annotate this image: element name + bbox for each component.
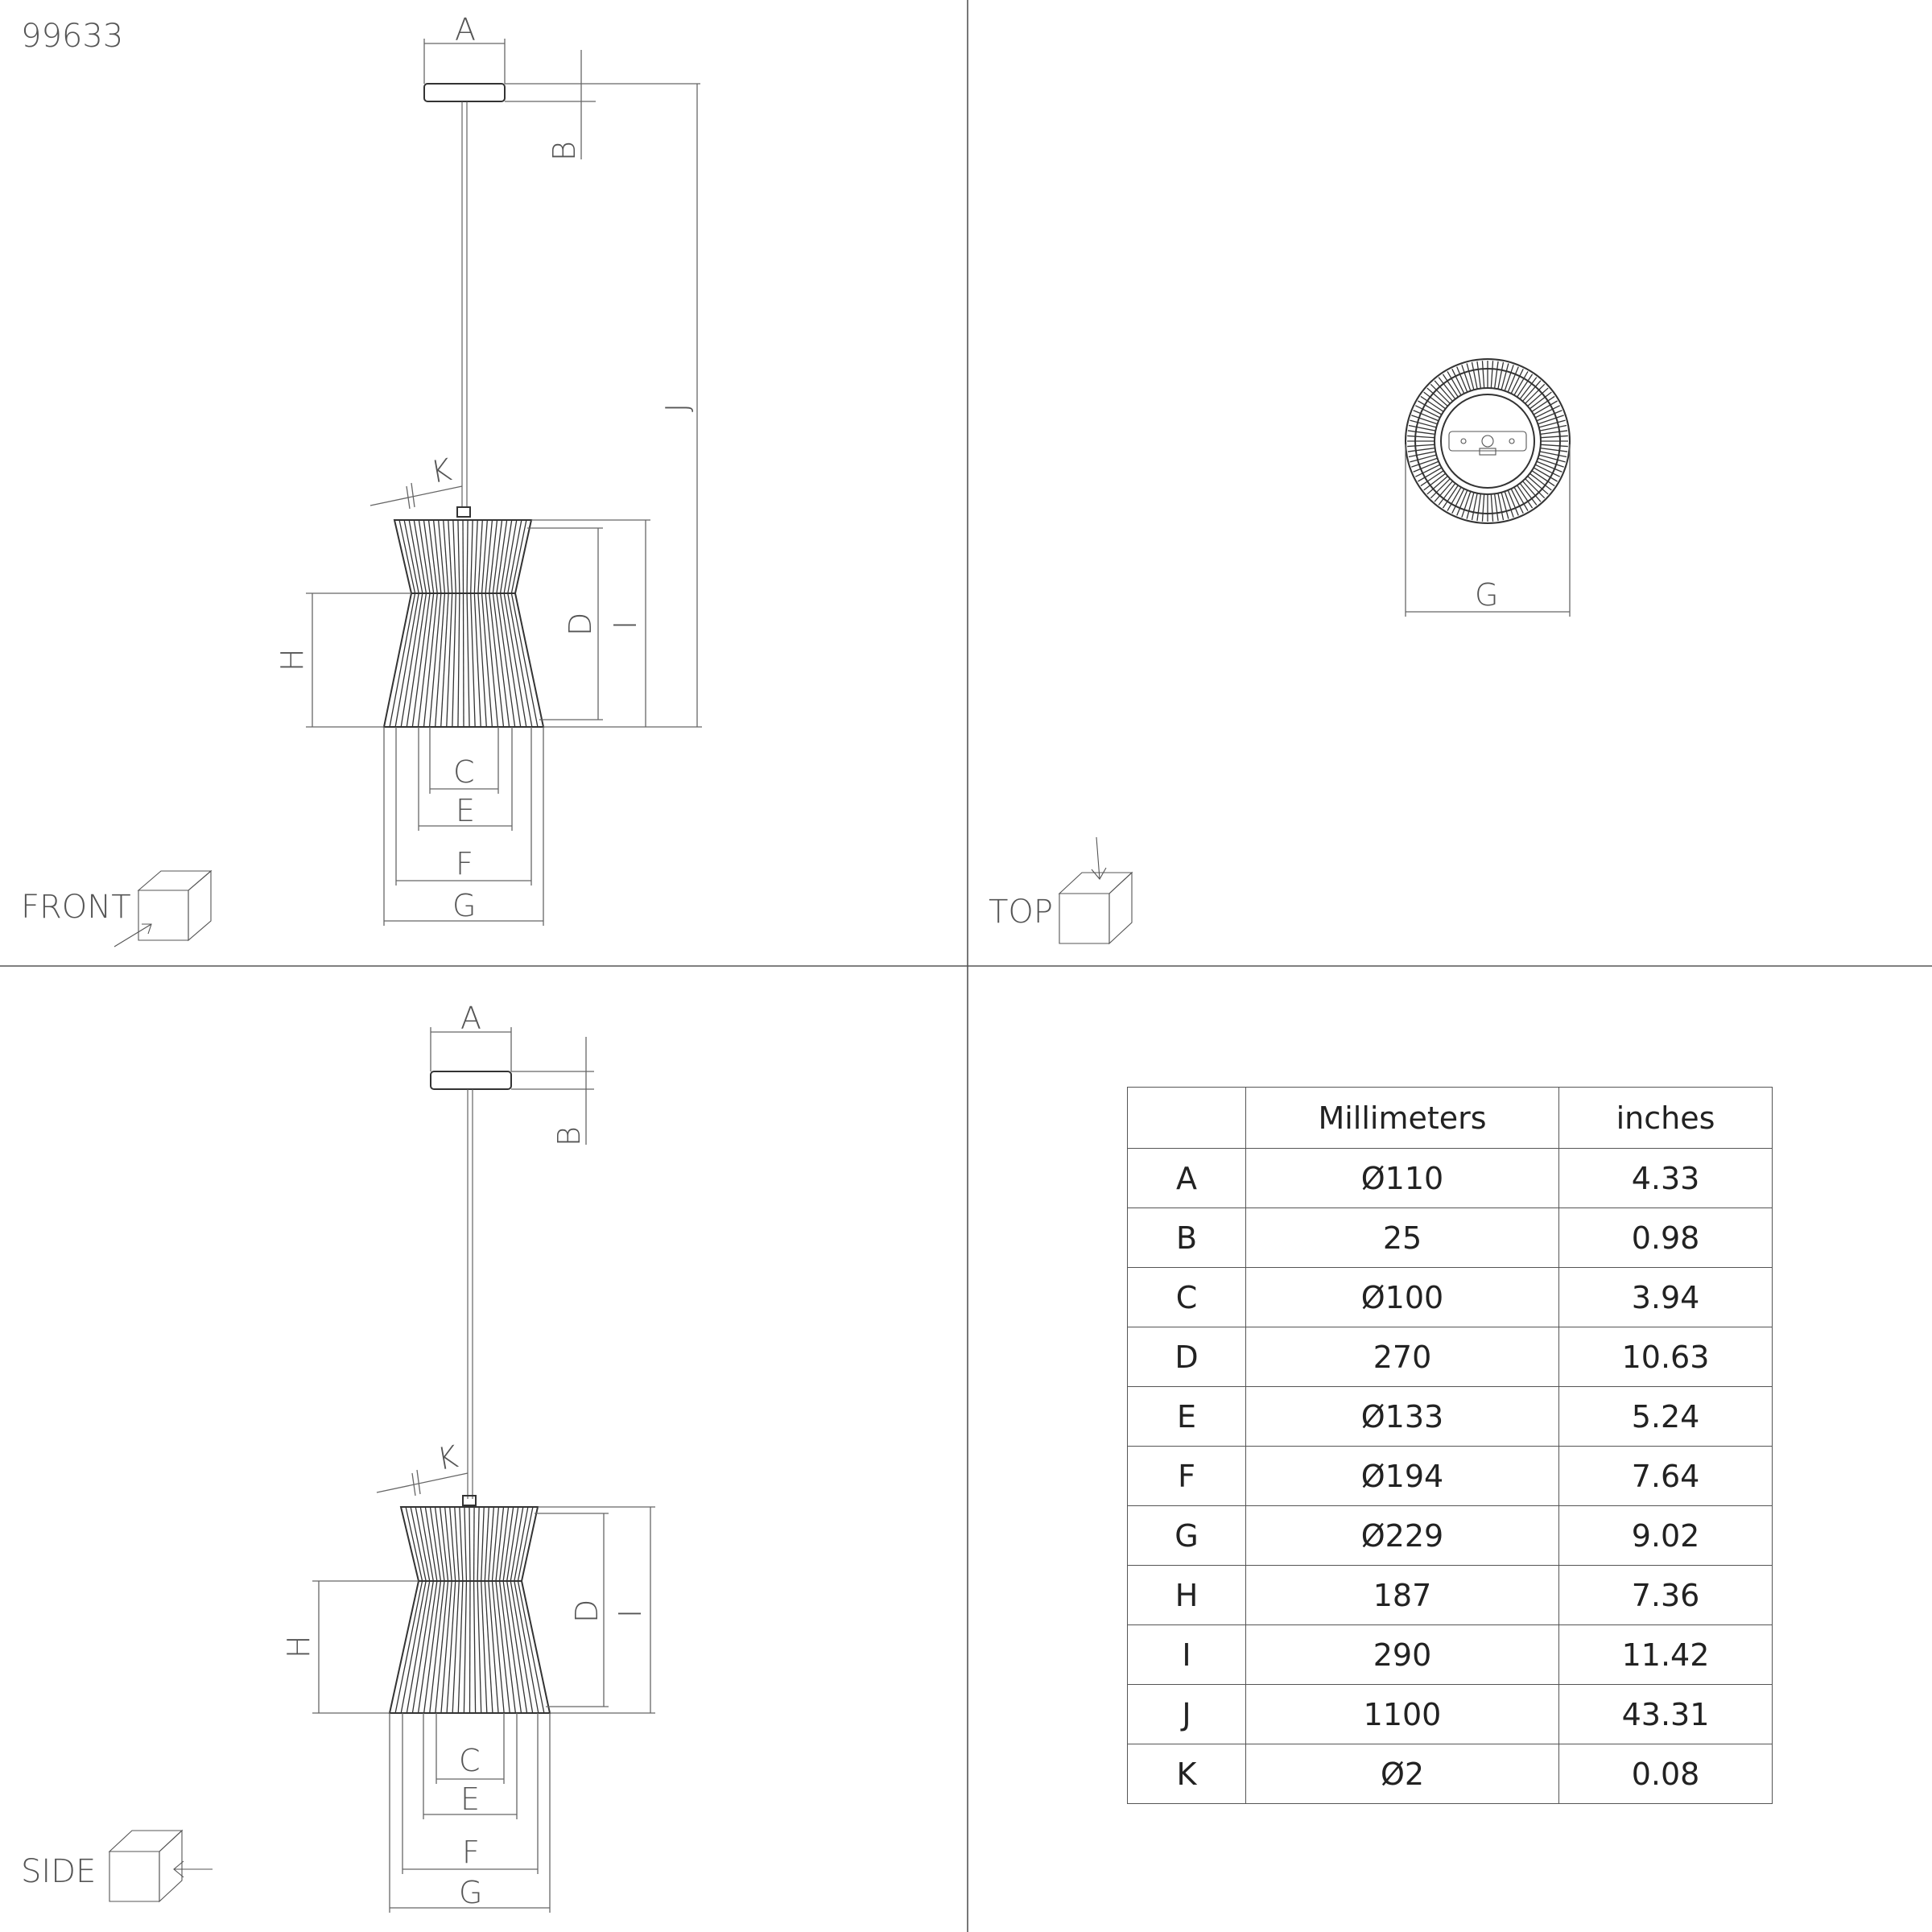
table-header-inches: inches	[1559, 1088, 1773, 1149]
shade-rib	[481, 1507, 485, 1581]
table-header-millimeters: Millimeters	[1246, 1088, 1559, 1149]
row-key: A	[1128, 1149, 1246, 1208]
row-in: 7.64	[1559, 1447, 1773, 1506]
table-row	[1128, 1625, 1773, 1685]
shade-rib	[500, 1507, 509, 1581]
top-rib	[1407, 444, 1435, 446]
front-dim-k-label: K	[427, 452, 455, 490]
side-dim-i-label: I	[613, 1608, 648, 1618]
shade-rib	[419, 1581, 437, 1713]
top-rib	[1541, 444, 1568, 446]
table-row	[1128, 1149, 1773, 1208]
shade-rib	[436, 593, 445, 727]
shade-rib	[460, 1507, 463, 1581]
front-dim-f-label: F	[456, 846, 473, 881]
top-rib	[1482, 361, 1484, 388]
side-dim-d-label: D	[569, 1599, 605, 1623]
top-rib	[1541, 436, 1568, 437]
top-view-cube-icon	[1059, 837, 1132, 943]
shade-rib	[458, 520, 460, 593]
side-dim-c-label: C	[459, 1743, 481, 1778]
row-in: 0.98	[1559, 1208, 1773, 1268]
top-rib	[1540, 431, 1567, 434]
top-rib	[1411, 458, 1437, 467]
table-row	[1128, 1685, 1773, 1744]
table-row	[1128, 1387, 1773, 1447]
top-rib	[1462, 491, 1471, 517]
table-row	[1128, 1327, 1773, 1387]
sheet-number: 99633	[21, 18, 124, 55]
top-rib	[1408, 448, 1435, 452]
row-key: F	[1128, 1447, 1246, 1506]
front-dim-g-label: G	[452, 888, 477, 923]
row-mm: Ø110	[1246, 1149, 1559, 1208]
side-view	[21, 1001, 655, 1913]
top-rib	[1538, 415, 1563, 424]
top-rib	[1495, 493, 1498, 521]
side-dim-e-label: E	[460, 1781, 481, 1817]
front-dim-d-label: D	[563, 612, 598, 636]
front-dim-j-label: J	[659, 402, 695, 412]
shade-rib	[489, 1581, 498, 1713]
table-row	[1128, 1744, 1773, 1804]
top-rib	[1505, 491, 1513, 517]
shade-rib	[478, 520, 482, 593]
front-socket-cap	[457, 507, 470, 517]
shade-rib	[503, 1581, 521, 1713]
top-dim-g-label: G	[1475, 577, 1499, 613]
front-dim-a-label: A	[455, 12, 476, 47]
front-dim-h-label: H	[275, 648, 310, 671]
top-rib	[1462, 365, 1471, 390]
table-row	[1128, 1268, 1773, 1327]
row-mm: 270	[1246, 1327, 1559, 1387]
front-shade	[384, 520, 543, 727]
side-shade	[390, 1507, 550, 1713]
shade-rib	[412, 1581, 433, 1713]
side-dim-g-label: G	[459, 1875, 483, 1910]
table-row	[1128, 1447, 1773, 1506]
row-key: G	[1128, 1506, 1246, 1566]
shade-rib	[458, 1581, 463, 1713]
shade-rib	[447, 1581, 456, 1713]
side-view-cube-icon	[109, 1831, 213, 1901]
shade-rib	[453, 520, 456, 593]
shade-rib	[497, 593, 515, 727]
table-row	[1128, 1506, 1773, 1566]
row-mm: Ø194	[1246, 1447, 1559, 1506]
shade-rib	[411, 1507, 426, 1581]
table-row	[1128, 1208, 1773, 1268]
table-header-row	[1128, 1088, 1773, 1149]
shade-rib	[474, 1507, 475, 1581]
shade-rib	[474, 1581, 476, 1713]
shade-rib	[471, 593, 475, 727]
row-mm: 290	[1246, 1625, 1559, 1685]
top-rib	[1495, 361, 1498, 389]
shade-rib	[474, 520, 477, 593]
top-rib	[1505, 365, 1513, 390]
side-dim-f-label: F	[462, 1835, 480, 1870]
shade-rib	[464, 1581, 466, 1713]
shade-rib	[452, 593, 456, 727]
side-dim-k-label: K	[434, 1439, 461, 1477]
row-key: C	[1128, 1268, 1246, 1327]
dimensions-table	[1127, 1087, 1773, 1804]
front-dim-i-label: I	[608, 620, 643, 630]
row-mm: Ø100	[1246, 1268, 1559, 1327]
row-in: 3.94	[1559, 1268, 1773, 1327]
row-mm: Ø2	[1246, 1744, 1559, 1804]
top-rib	[1491, 494, 1492, 522]
front-canopy	[424, 84, 505, 101]
shade-rib	[469, 1507, 470, 1581]
front-dim-c-label: C	[453, 754, 475, 790]
shade-rib	[406, 1507, 422, 1581]
shade-rib	[489, 520, 497, 593]
side-dim-h-label: H	[281, 1635, 316, 1658]
shade-rib	[471, 520, 473, 593]
top-rib	[1491, 361, 1492, 388]
shade-rib	[464, 1507, 467, 1581]
shade-rib	[399, 520, 415, 593]
shade-rib	[501, 593, 521, 727]
shade-rib	[477, 1507, 479, 1581]
top-rib	[1538, 458, 1563, 467]
top-rib	[1408, 431, 1435, 434]
row-key: J	[1128, 1685, 1246, 1744]
front-view	[21, 12, 702, 947]
top-rib	[1477, 361, 1480, 389]
shade-rib	[467, 593, 469, 727]
front-dim-e-label: E	[456, 793, 476, 828]
row-in: 5.24	[1559, 1387, 1773, 1447]
row-mm: 25	[1246, 1208, 1559, 1268]
shade-rib	[452, 1581, 459, 1713]
row-key: H	[1128, 1566, 1246, 1625]
row-in: 0.08	[1559, 1744, 1773, 1804]
row-key: D	[1128, 1327, 1246, 1387]
front-view-label: FRONT	[21, 889, 131, 926]
shade-rib	[507, 1581, 527, 1713]
row-mm: 187	[1246, 1566, 1559, 1625]
row-in: 11.42	[1559, 1625, 1773, 1685]
front-dim-b-label: B	[547, 141, 582, 161]
top-rib	[1482, 494, 1484, 522]
row-mm: Ø133	[1246, 1387, 1559, 1447]
top-shade-ribs	[1407, 361, 1568, 522]
row-in: 7.36	[1559, 1566, 1773, 1625]
shade-rib	[429, 520, 438, 593]
row-in: 9.02	[1559, 1506, 1773, 1566]
shade-rib	[463, 520, 464, 593]
row-key: E	[1128, 1387, 1246, 1447]
shade-rib	[477, 1581, 481, 1713]
top-view	[989, 359, 1570, 943]
shade-rib	[458, 593, 460, 727]
row-key: K	[1128, 1744, 1246, 1804]
row-key: I	[1128, 1625, 1246, 1685]
shade-rib	[470, 1581, 471, 1713]
table-row	[1128, 1566, 1773, 1625]
table-header-key	[1128, 1088, 1246, 1149]
row-key: B	[1128, 1208, 1246, 1268]
row-mm: 1100	[1246, 1685, 1559, 1744]
top-view-label: TOP	[989, 894, 1054, 931]
row-in: 4.33	[1559, 1149, 1773, 1208]
shade-rib	[455, 1507, 460, 1581]
side-dim-b-label: B	[551, 1126, 587, 1146]
side-view-label: SIDE	[21, 1853, 97, 1890]
side-socket-cap	[463, 1496, 476, 1505]
side-dim-a-label: A	[460, 1001, 481, 1036]
row-mm: Ø229	[1246, 1506, 1559, 1566]
top-mounting-plate	[1449, 431, 1526, 451]
top-rib	[1477, 493, 1480, 521]
shade-rib	[436, 1507, 445, 1581]
shade-rib	[448, 520, 452, 593]
shade-rib	[440, 1507, 448, 1581]
top-rib	[1407, 436, 1435, 437]
top-rib	[1540, 448, 1567, 452]
shade-rib	[493, 520, 502, 593]
top-rib	[1411, 415, 1437, 424]
shade-rib	[407, 593, 426, 727]
side-canopy	[431, 1071, 511, 1089]
shade-rib	[467, 520, 468, 593]
shade-rib	[485, 1507, 489, 1581]
row-in: 10.63	[1559, 1327, 1773, 1387]
row-in: 43.31	[1559, 1685, 1773, 1744]
shade-rib	[496, 1507, 504, 1581]
